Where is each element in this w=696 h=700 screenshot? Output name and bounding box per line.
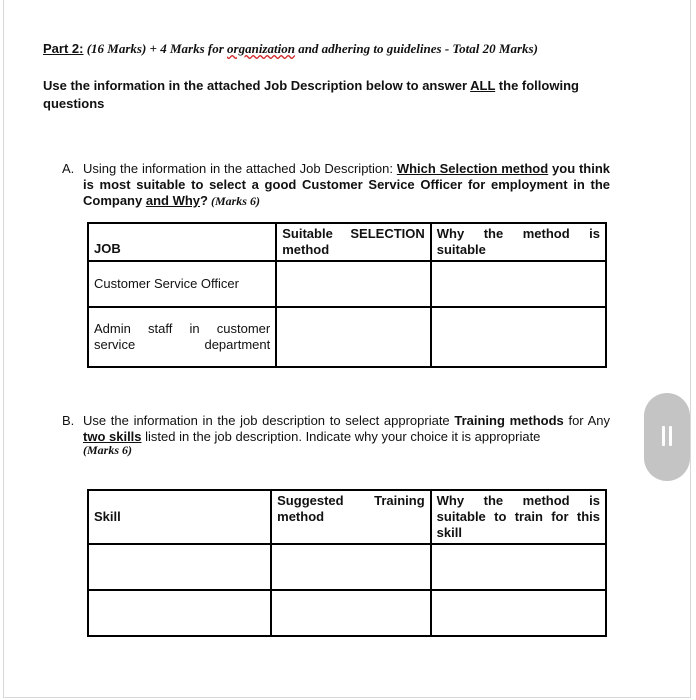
- skill-cell[interactable]: [88, 590, 271, 636]
- selection-method-cell[interactable]: [276, 261, 431, 307]
- question-a-bold-u1: Which Selection method: [396, 161, 549, 176]
- question-a-marks: (Marks 6): [207, 194, 260, 208]
- table-header-row: [88, 223, 606, 261]
- why-suitable-cell[interactable]: [431, 307, 606, 367]
- question-b: [62, 413, 610, 458]
- selection-method-cell[interactable]: [276, 307, 431, 367]
- why-suitable-cell[interactable]: [431, 261, 606, 307]
- question-a-bold1: you think is most suitable to select a good Customer Service Officer for employment in the Company: [83, 161, 611, 208]
- training-method-cell[interactable]: [271, 544, 431, 590]
- why-train-cell[interactable]: [431, 544, 606, 590]
- table-row: [88, 307, 606, 367]
- training-method-cell[interactable]: [271, 590, 431, 636]
- table-header-row: [88, 490, 606, 544]
- question-b-pre: Use the information in the job description to select appropriate: [83, 413, 455, 428]
- why-train-cell[interactable]: [431, 590, 606, 636]
- question-b-marks: (Marks 6): [83, 443, 133, 457]
- selection-table: [87, 222, 607, 368]
- question-a-pre: Using the information in the attached Job Description:: [83, 161, 397, 176]
- job-cell: Customer Service Officer: [88, 261, 276, 307]
- question-b-letter: B.: [62, 413, 75, 428]
- question-a: [62, 161, 610, 209]
- question-a-bold-u2: and Why: [145, 193, 201, 208]
- question-b-bold: Training methods: [454, 413, 564, 428]
- question-a-letter: A.: [62, 161, 75, 176]
- question-b-mid: for Any: [563, 413, 611, 428]
- header-training-method: Suggested Training method: [271, 490, 431, 544]
- question-b-post: listed in the job description. Indicate why your choice it is appropriate: [141, 429, 541, 444]
- marks-text-post: and adhering to guidelines - Total 20 Marks): [294, 41, 538, 56]
- skill-cell[interactable]: [88, 544, 271, 590]
- question-b-text: [83, 413, 610, 458]
- question-a-text: [83, 161, 610, 209]
- job-cell: Admin staff in customer service department: [88, 307, 276, 367]
- header-selection-method: Suitable SELECTION method: [276, 223, 431, 261]
- grip-line-icon: [669, 426, 672, 446]
- part-label: Part 2:: [43, 41, 84, 56]
- question-b-bold-u: two skills: [83, 429, 142, 444]
- training-table: [87, 489, 607, 637]
- header-job: JOB: [88, 223, 276, 261]
- question-a-bold2: ?: [200, 193, 208, 208]
- table-row: [88, 590, 606, 636]
- marks-text-pre: (16 Marks) + 4 Marks for: [83, 41, 228, 56]
- header-skill: Skill: [88, 490, 271, 544]
- instructions: [43, 77, 613, 113]
- grip-line-icon: [662, 426, 665, 446]
- header-why-suitable: Why the method is suitable: [431, 223, 606, 261]
- part-heading: [43, 41, 538, 57]
- misspelled-word: organization: [227, 41, 295, 56]
- table-row: [88, 544, 606, 590]
- scroll-handle[interactable]: [644, 393, 690, 481]
- header-why-train: Why the method is suitable to train for this skill: [431, 490, 606, 544]
- instructions-post: the following questions: [43, 78, 579, 111]
- instructions-all: ALL: [470, 78, 496, 93]
- table-row: [88, 261, 606, 307]
- instructions-pre: Use the information in the attached Job Description below to answer: [43, 78, 471, 93]
